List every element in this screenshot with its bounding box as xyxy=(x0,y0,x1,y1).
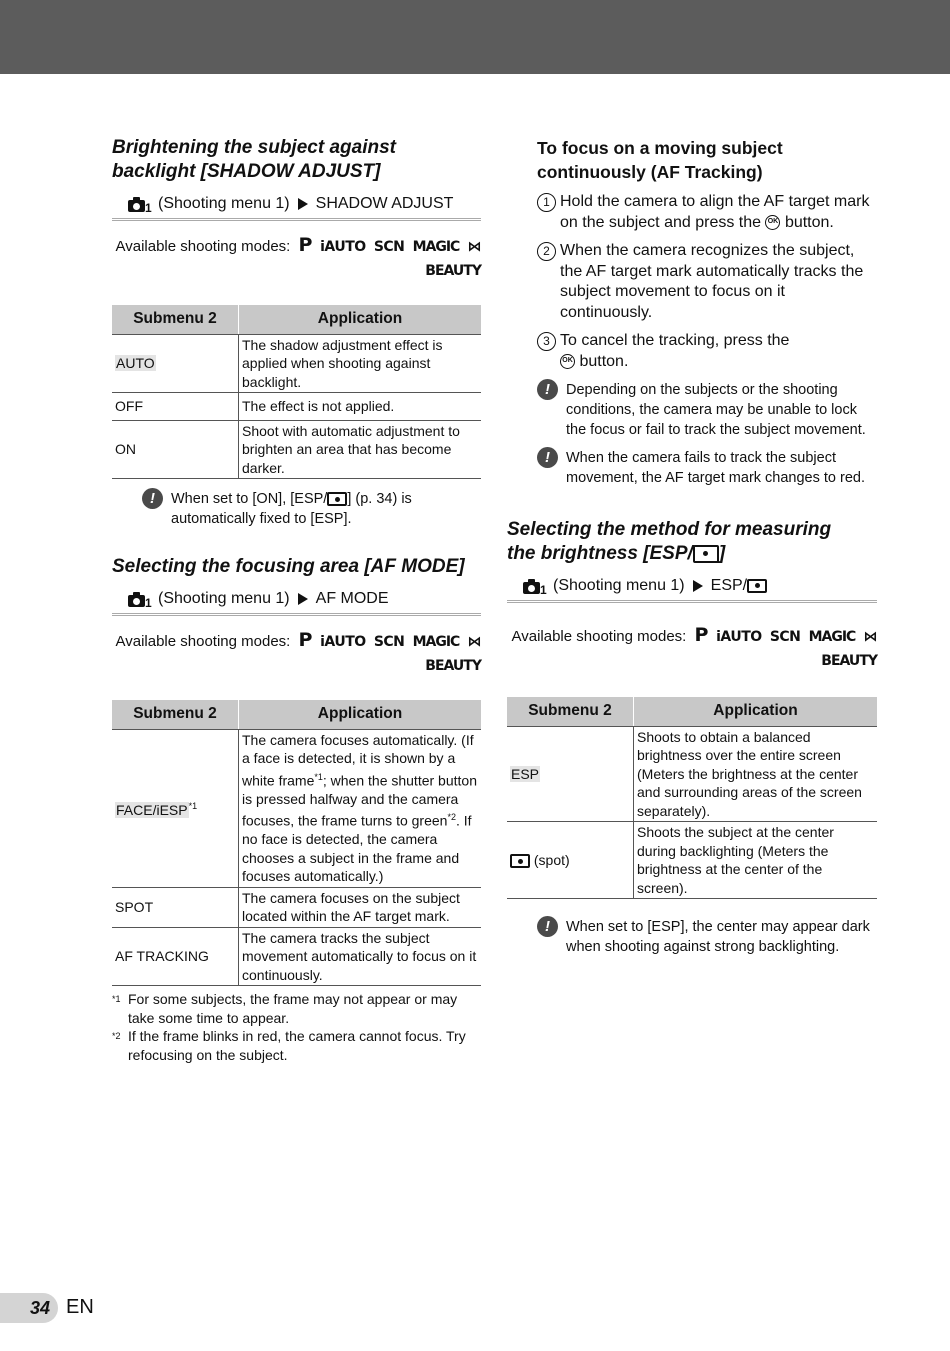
table-row xyxy=(507,822,877,899)
esp-table xyxy=(507,697,877,899)
page-language: EN xyxy=(66,1296,94,1318)
section-title-shadow-adjust: Brightening the subject against backlight [SHADOW ADJUST] xyxy=(112,137,396,182)
application-text: The shadow adjustment effect is applied when shooting against backlight. xyxy=(239,334,482,393)
submenu-value: FACE/iESP xyxy=(116,801,188,818)
submenu-value: AF TRACKING xyxy=(112,927,239,986)
mode-scn-icon: SCN xyxy=(373,239,405,255)
table-row xyxy=(112,393,481,421)
menu-path-af xyxy=(112,584,481,616)
footnote: *2 If the frame blinks in red, the camera cannot focus. Try refocusing on the subject. xyxy=(112,1028,466,1063)
ok-button-icon: OK xyxy=(765,215,780,230)
section-title-af-mode: Selecting the focusing area [AF MODE] xyxy=(112,556,465,577)
right-column xyxy=(507,136,877,957)
mode-scn-icon: SCN xyxy=(373,634,405,650)
application-text: The camera focuses on the subject located within the AF target mark. xyxy=(239,887,482,927)
column-header: Application xyxy=(239,305,482,334)
table-row xyxy=(112,334,481,393)
submenu-value: ESP xyxy=(511,765,540,782)
application-text: Shoots the subject at the center during backlighting (Meters the brightness at the center of the screen). xyxy=(634,822,878,899)
menu-path-label: (Shooting menu 1) xyxy=(158,590,290,607)
footnotes xyxy=(112,990,481,1064)
column-header: Application xyxy=(634,697,878,726)
submenu-value: SPOT xyxy=(112,887,239,927)
step-item: 2 When the camera recognizes the subject, the AF target mark automatically tracks the subject movement to focus on it continuously. xyxy=(537,241,877,323)
page-number: 34 xyxy=(0,1293,58,1323)
ok-button-icon: OK xyxy=(560,354,575,369)
caution-icon: ! xyxy=(537,379,558,400)
tracking-note: ! When the camera fails to track the subject movement, the AF target mark changes to red. xyxy=(507,448,877,488)
mode-p-icon: P xyxy=(298,629,312,651)
esp-note: ! When set to [ESP], the center may appear dark when shooting against strong backlighting. xyxy=(507,917,877,957)
mode-panorama-icon: ⋈ xyxy=(863,629,877,645)
mode-iauto-icon: iAUTO xyxy=(320,634,366,650)
submenu-value: ON xyxy=(112,420,239,479)
camera-icon: 1 xyxy=(128,196,152,212)
menu-path-esp xyxy=(507,571,877,603)
shadow-note xyxy=(112,489,481,529)
spot-metering-icon xyxy=(510,854,530,868)
menu-path-target: AF MODE xyxy=(315,590,389,607)
mode-iauto-icon: iAUTO xyxy=(320,239,366,255)
submenu-value: (spot) xyxy=(507,822,634,899)
section-title-esp: Selecting the method for measuring the brightness [ESP/ ] xyxy=(507,519,832,564)
menu-path-target: ESP/ xyxy=(711,577,767,595)
spot-metering-icon xyxy=(693,545,719,563)
left-column xyxy=(112,136,481,1064)
application-text: Shoot with automatic adjustment to brighten an area that has become darker. xyxy=(239,420,482,479)
menu-path-shadow xyxy=(112,189,481,221)
mode-beauty-icon: BEAUTY xyxy=(821,653,877,669)
step-item: 1 Hold the camera to align the AF target mark on the subject and press the OK button. xyxy=(537,192,877,233)
available-modes: Available shooting modes: P iAUTO SCN MAGIC ⋈ BEAUTY xyxy=(115,629,481,674)
shadow-adjust-table xyxy=(112,305,481,479)
step-number: 1 xyxy=(537,193,556,212)
step-item: 3 To cancel the tracking, press the OK button. xyxy=(537,331,877,372)
mode-p-icon: P xyxy=(298,234,312,256)
mode-magic-icon: MAGIC xyxy=(412,634,460,650)
table-row xyxy=(112,887,481,927)
step-number: 3 xyxy=(537,332,556,351)
application-text: The camera focuses automatically. (If a face is detected, it is shown by a white frame$^{*1}$; when the shutter button is pressed halfway and the camera focuses, the frame turns to green$^{*2}$. If no face is detected, the camera chooses a subject in the frame and focuses automatically.) xyxy=(239,729,482,887)
header-bar xyxy=(0,0,950,74)
menu-path-target: SHADOW ADJUST xyxy=(315,195,454,212)
mode-iauto-icon: iAUTO xyxy=(716,629,762,645)
mode-magic-icon: MAGIC xyxy=(412,239,460,255)
tracking-note: ! Depending on the subjects or the shooting conditions, the camera may be unable to lock the focus or fail to track the subject movement. xyxy=(507,380,877,440)
table-row xyxy=(507,726,877,822)
spot-metering-icon xyxy=(327,492,347,506)
column-header: Application xyxy=(239,700,482,729)
caution-icon: ! xyxy=(142,488,163,509)
caution-icon: ! xyxy=(537,916,558,937)
af-tracking-steps xyxy=(507,192,877,372)
camera-icon: 1 xyxy=(523,578,547,594)
af-tracking-title: To focus on a moving subject continuously (AF Tracking) xyxy=(537,138,783,182)
mode-scn-icon: SCN xyxy=(769,629,801,645)
footnote: *1 For some subjects, the frame may not appear or may take some time to appear. xyxy=(112,991,458,1026)
spot-metering-icon xyxy=(747,579,767,593)
submenu-value: OFF xyxy=(112,393,239,421)
note-text: When set to [ON], [ESP/ ] (p. 34) is automatically fixed to [ESP]. xyxy=(171,491,412,527)
available-modes: Available shooting modes: P iAUTO SCN MAGIC ⋈ BEAUTY xyxy=(115,234,481,279)
submenu-value: AUTO xyxy=(116,355,155,371)
caution-icon: ! xyxy=(537,447,558,468)
mode-panorama-icon: ⋈ xyxy=(467,634,481,650)
mode-panorama-icon: ⋈ xyxy=(467,239,481,255)
table-row: FACE/iESP$^{*1}$ The camera focuses automatically. (If a face is detected, it is shown by a white frame$^{*1}$; when the shutter button is pressed halfway and the camera focuses, the frame turns to green$^{*2}$. If no face is detected, the camera chooses a subject in the frame and focuses automatically.) xyxy=(112,729,481,887)
af-mode-table xyxy=(112,700,481,986)
camera-icon: 1 xyxy=(128,591,152,607)
column-header: Submenu 2 xyxy=(112,305,239,334)
mode-beauty-icon: BEAUTY xyxy=(425,263,481,279)
mode-magic-icon: MAGIC xyxy=(808,629,856,645)
application-text: The effect is not applied. xyxy=(239,393,482,421)
mode-beauty-icon: BEAUTY xyxy=(425,658,481,674)
arrow-right-icon xyxy=(693,580,703,592)
arrow-right-icon xyxy=(298,593,308,605)
table-row xyxy=(112,420,481,479)
step-number: 2 xyxy=(537,242,556,261)
arrow-right-icon xyxy=(298,198,308,210)
menu-path-label: (Shooting menu 1) xyxy=(553,577,685,594)
application-text: The camera tracks the subject movement automatically to focus on it continuously. xyxy=(239,927,482,986)
available-modes: Available shooting modes: P iAUTO SCN MAGIC ⋈ BEAUTY xyxy=(511,624,877,669)
column-header: Submenu 2 xyxy=(507,697,634,726)
mode-p-icon: P xyxy=(694,624,708,646)
menu-path-label: (Shooting menu 1) xyxy=(158,195,290,212)
table-row xyxy=(112,927,481,986)
application-text: Shoots to obtain a balanced brightness over the entire screen (Meters the brightness at the center and surrounding areas of the screen separately). xyxy=(634,726,878,822)
column-header: Submenu 2 xyxy=(112,700,239,729)
